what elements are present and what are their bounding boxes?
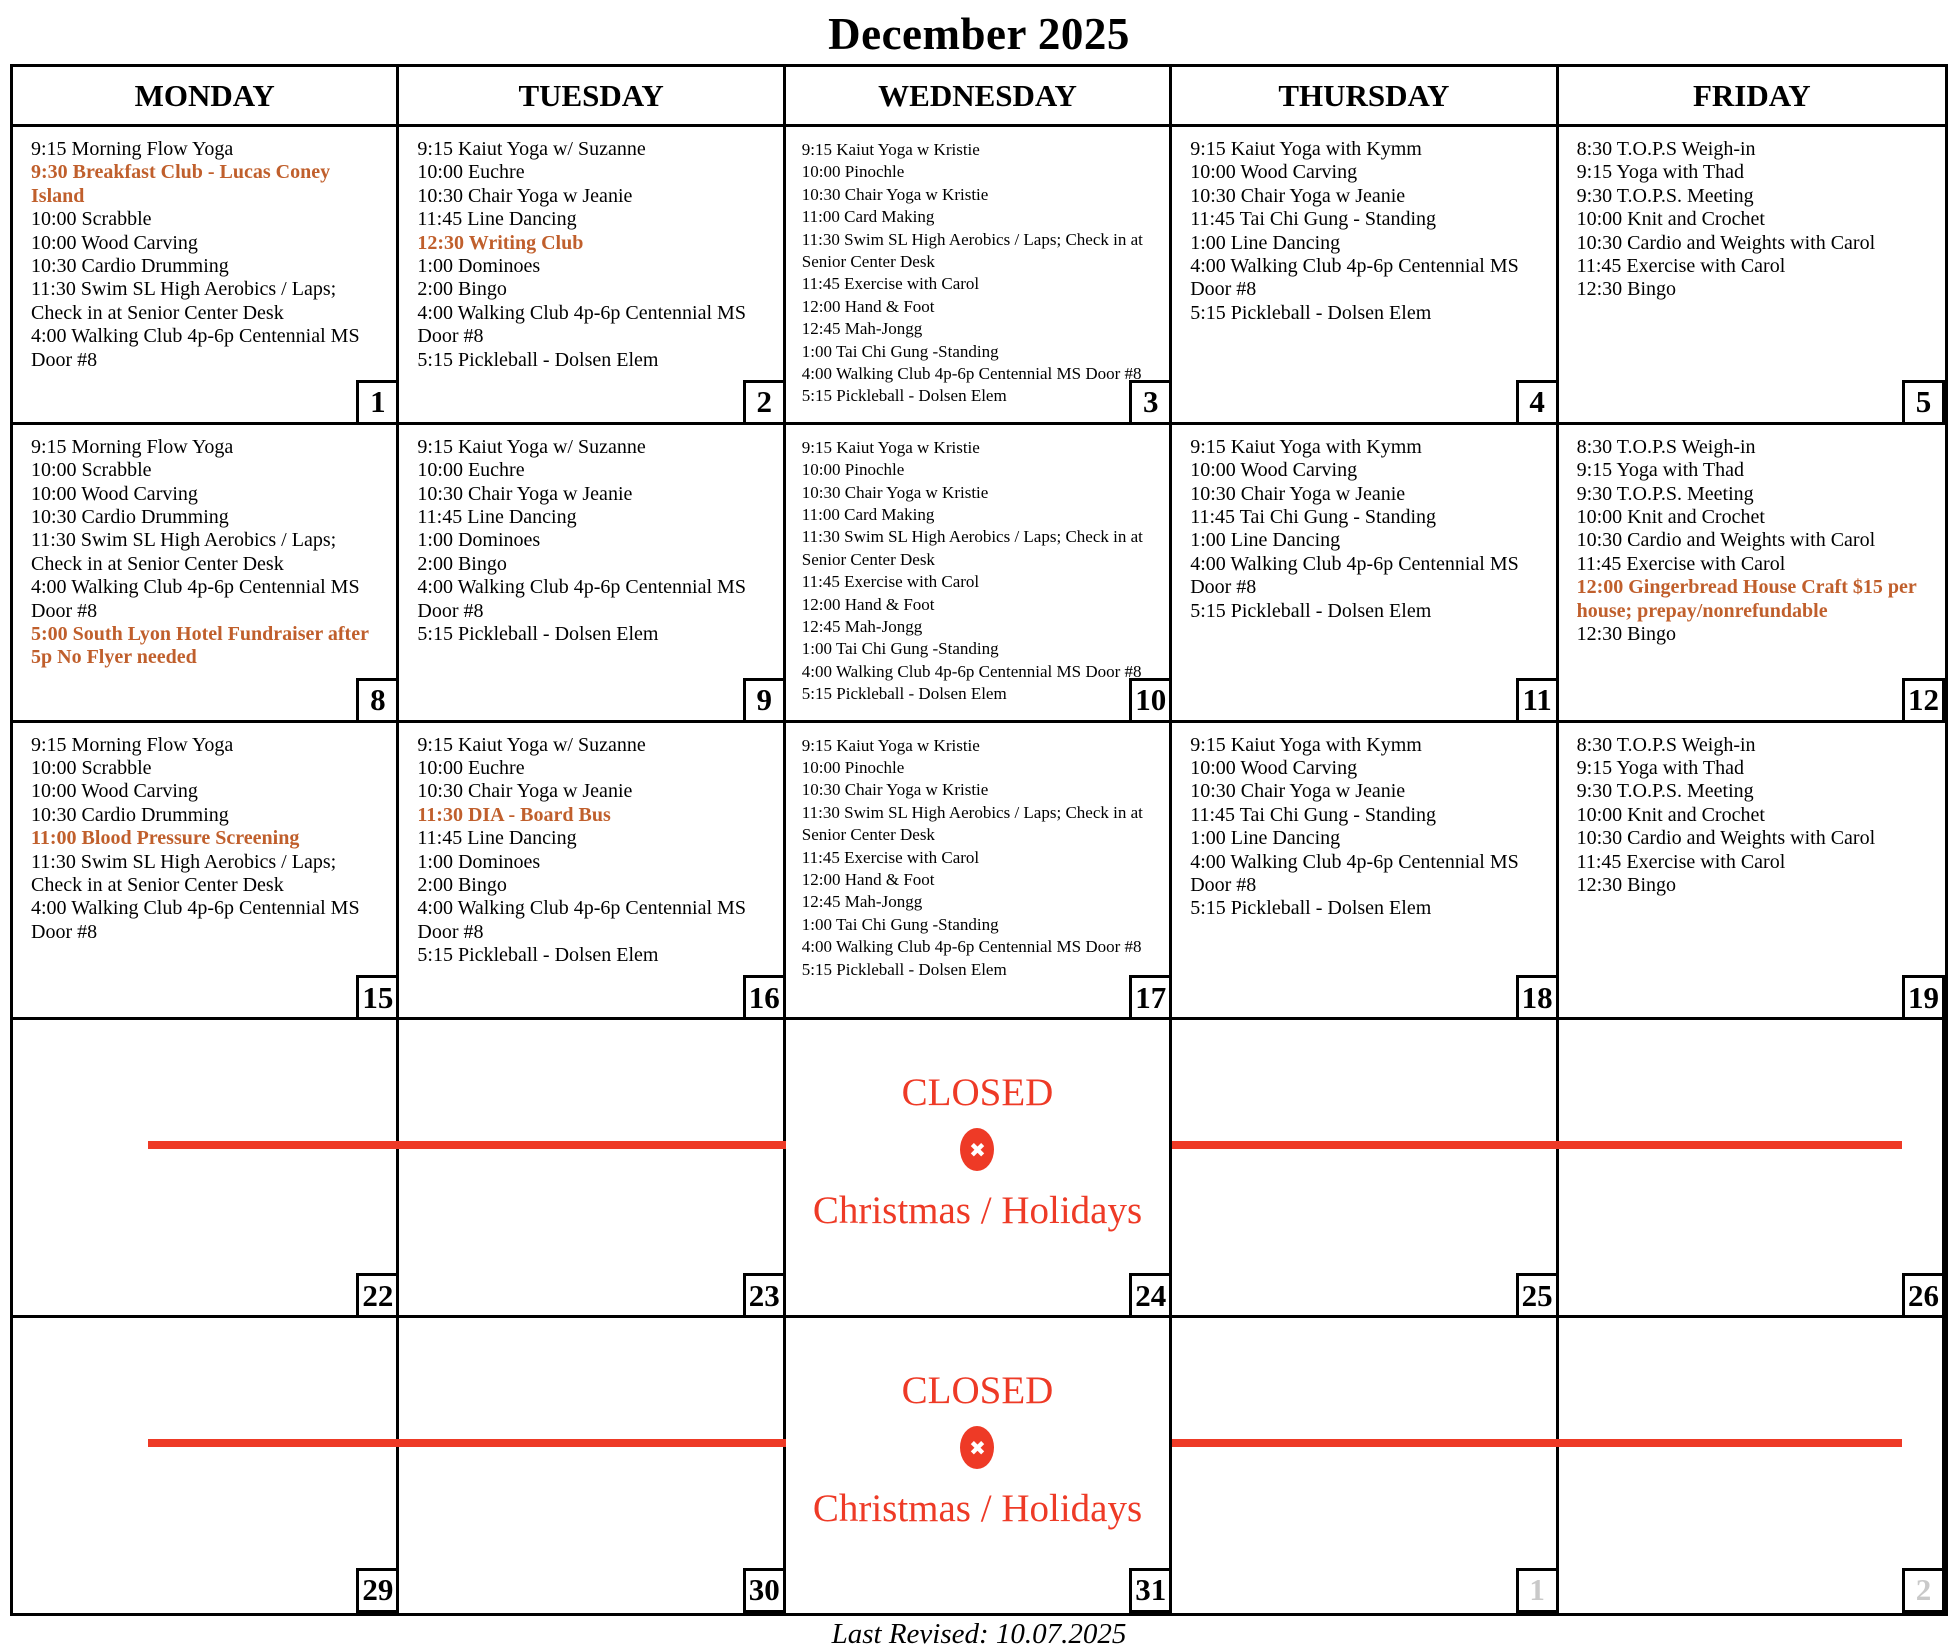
event-item: 9:15 Kaiut Yoga w Kristie: [801, 437, 980, 457]
event-item: 4:00 Walking Club 4p-6p Centennial MS Door #8: [1190, 850, 1519, 897]
event-item: 9:15 Kaiut Yoga w/ Suzanne: [417, 138, 646, 160]
event-item: 8:30 T.O.P.S Weigh-in: [1576, 733, 1756, 756]
event-item: 12:45 Mah-Jongg: [801, 319, 923, 339]
event-item: 9:15 Yoga with Thad: [1576, 161, 1745, 184]
day-cell-10: [786, 425, 1172, 720]
event-item: 11:45 Line Dancing: [417, 506, 577, 529]
weekday-header-row: [13, 67, 1945, 127]
event-item: 10:30 Chair Yoga w Jeanie: [417, 780, 633, 803]
event-item: 10:00 Scrabble: [31, 459, 152, 482]
event-list: [13, 127, 396, 372]
event-item: 9:15 Yoga with Thad: [1576, 757, 1745, 779]
event-item: 5:15 Pickleball - Dolsen Elem: [801, 959, 1007, 979]
day-number: 10: [1129, 678, 1172, 723]
event-item: 10:00 Scrabble: [31, 208, 152, 231]
event-item-highlighted: 9:30 Breakfast Club - Lucas Coney Island: [31, 161, 331, 207]
day-cell-18: [1172, 723, 1558, 1018]
event-item: 10:00 Knit and Crochet: [1576, 208, 1765, 231]
event-item: 11:45 Line Dancing: [417, 208, 577, 231]
event-item: 9:15 Kaiut Yoga with Kymm: [1190, 733, 1422, 756]
event-item: 9:15 Kaiut Yoga w Kristie: [801, 140, 980, 159]
event-item: 10:30 Chair Yoga w Jeanie: [1190, 780, 1406, 803]
event-item-highlighted: 5:00 South Lyon Hotel Fundraiser after 5p No Flyer needed: [31, 623, 369, 669]
day-cell-5: [1559, 127, 1945, 422]
week-row-3: [13, 723, 1945, 1021]
event-item: 9:15 Kaiut Yoga with Kymm: [1190, 138, 1422, 160]
event-item: 5:15 Pickleball - Dolsen Elem: [417, 944, 659, 967]
closed-banner: [786, 1318, 1169, 1613]
event-item: 1:00 Dominoes: [417, 255, 541, 278]
day-cell-12: [1559, 425, 1945, 720]
event-item: 4:00 Walking Club 4p-6p Centennial MS Door #8: [1190, 255, 1519, 301]
day-cell-2: [399, 127, 785, 422]
day-number: 15: [356, 975, 399, 1020]
day-number: 5: [1902, 380, 1945, 425]
event-list: [13, 723, 396, 945]
day-number: 19: [1902, 975, 1945, 1020]
calendar-table: [10, 64, 1948, 1616]
event-item: 4:00 Walking Club 4p-6p Centennial MS Door #8: [417, 897, 746, 943]
event-item: 10:00 Knit and Crochet: [1576, 506, 1765, 529]
event-item: 11:00 Card Making: [801, 505, 935, 525]
event-item: 11:30 Swim SL High Aerobics / Laps; Check in at Senior Center Desk: [31, 278, 337, 324]
event-list: [1172, 723, 1555, 921]
event-item: 11:45 Exercise with Carol: [801, 847, 980, 867]
event-item: 10:30 Chair Yoga w Kristie: [801, 780, 989, 800]
event-item: 10:00 Pinochle: [801, 162, 905, 182]
event-item: 11:30 Swim SL High Aerobics / Laps; Check in at Senior Center Desk: [31, 529, 337, 575]
event-item: 4:00 Walking Club 4p-6p Centennial MS Door #8: [31, 576, 360, 622]
day-cell-11: [1172, 425, 1558, 720]
weekday-header-thursday: THURSDAY: [1172, 67, 1558, 124]
day-cell-25: [1172, 1020, 1558, 1315]
day-number: 8: [356, 678, 399, 723]
day-number: 1: [1516, 1568, 1559, 1613]
event-item: 1:00 Line Dancing: [1190, 827, 1341, 850]
event-item: 1:00 Tai Chi Gung -Standing: [801, 914, 999, 934]
closed-sublabel: Christmas / Holidays: [812, 1189, 1143, 1233]
event-item: 9:15 Yoga with Thad: [1576, 459, 1745, 482]
event-item: 10:00 Wood Carving: [1190, 161, 1358, 184]
event-item: 1:00 Tai Chi Gung -Standing: [801, 341, 999, 361]
event-item: 1:00 Tai Chi Gung -Standing: [801, 639, 999, 659]
event-list: [786, 127, 1169, 408]
day-number: 24: [1129, 1273, 1172, 1318]
day-cell-30: [399, 1318, 785, 1613]
closed-strike-line-left: [148, 1141, 786, 1149]
event-list: [1172, 127, 1555, 325]
event-item: 9:15 Kaiut Yoga with Kymm: [1190, 435, 1422, 458]
event-item: 10:00 Scrabble: [31, 757, 152, 779]
event-item: 2:00 Bingo: [417, 874, 507, 897]
day-number: 3: [1129, 380, 1172, 425]
event-item: 10:00 Wood Carving: [1190, 757, 1358, 779]
event-item: 10:00 Pinochle: [801, 460, 905, 480]
event-item: 8:30 T.O.P.S Weigh-in: [1576, 435, 1756, 458]
event-item: 10:00 Euchre: [417, 459, 525, 482]
event-item: 10:30 Cardio and Weights with Carol: [1576, 529, 1876, 552]
event-list: [1559, 723, 1945, 898]
event-item: 11:30 Swim SL High Aerobics / Laps; Check in at Senior Center Desk: [801, 527, 1143, 569]
day-cell-16: [399, 723, 785, 1018]
event-item: 9:15 Morning Flow Yoga: [31, 435, 234, 458]
event-item: 11:30 Swim SL High Aerobics / Laps; Check in at Senior Center Desk: [801, 229, 1143, 272]
event-item: 10:00 Wood Carving: [1190, 459, 1358, 482]
event-item: 11:45 Exercise with Carol: [1576, 552, 1786, 575]
event-item: 11:45 Tai Chi Gung - Standing: [1190, 208, 1437, 231]
x-circle-icon: ✖: [960, 1426, 994, 1469]
event-item: 4:00 Walking Club 4p-6p Centennial MS Door #8: [1190, 552, 1519, 599]
week-row-4: [13, 1020, 1945, 1318]
event-item: 10:30 Cardio Drumming: [31, 506, 229, 529]
event-item: 5:15 Pickleball - Dolsen Elem: [1190, 897, 1432, 920]
event-item: 10:00 Pinochle: [801, 758, 905, 777]
day-cell-19: [1559, 723, 1945, 1018]
event-item: 5:15 Pickleball - Dolsen Elem: [1190, 301, 1432, 324]
event-item: 12:45 Mah-Jongg: [801, 617, 923, 637]
event-item: 9:15 Kaiut Yoga w/ Suzanne: [417, 435, 646, 458]
event-item: 10:30 Chair Yoga w Jeanie: [417, 482, 633, 505]
event-item: 5:15 Pickleball - Dolsen Elem: [1190, 599, 1432, 622]
weekday-header-tuesday: TUESDAY: [399, 67, 785, 124]
event-list: [399, 127, 782, 372]
event-item: 11:00 Card Making: [801, 207, 935, 227]
day-number: 2: [1902, 1568, 1945, 1613]
day-cell-4: [1172, 127, 1558, 422]
event-item: 10:00 Wood Carving: [31, 482, 198, 505]
event-item: 9:30 T.O.P.S. Meeting: [1576, 184, 1754, 207]
closed-strike-line-right: [1172, 1439, 1902, 1447]
event-item: 12:00 Hand & Foot: [801, 296, 935, 316]
event-list: [399, 723, 782, 968]
event-item: 11:45 Line Dancing: [417, 827, 577, 850]
x-circle-icon: ✖: [960, 1128, 994, 1171]
day-cell-1: [1172, 1318, 1558, 1613]
day-cell-31: [786, 1318, 1172, 1613]
event-item: 10:00 Wood Carving: [31, 780, 198, 803]
event-item: 12:45 Mah-Jongg: [801, 892, 923, 912]
event-item: 5:15 Pickleball - Dolsen Elem: [417, 348, 659, 371]
calendar-title: December 2025: [828, 9, 1130, 59]
event-item: 11:45 Tai Chi Gung - Standing: [1190, 803, 1437, 826]
day-number: 9: [743, 678, 786, 723]
day-number: 23: [743, 1273, 786, 1318]
closed-strike-line-left: [148, 1439, 786, 1447]
event-item: 4:00 Walking Club 4p-6p Centennial MS Door #8: [417, 301, 746, 348]
day-cell-3: [786, 127, 1172, 422]
closed-banner: [786, 1020, 1169, 1315]
day-number: 12: [1902, 678, 1945, 723]
event-item: 10:30 Chair Yoga w Kristie: [801, 482, 989, 502]
event-list: [399, 425, 782, 647]
week-row-5: [13, 1318, 1945, 1613]
weekday-header-monday: MONDAY: [13, 67, 399, 124]
event-item: 4:00 Walking Club 4p-6p Centennial MS Door #8: [417, 576, 746, 622]
event-item: 11:45 Tai Chi Gung - Standing: [1190, 506, 1437, 529]
event-item: 12:00 Hand & Foot: [801, 594, 935, 614]
event-item: 10:00 Euchre: [417, 757, 525, 779]
day-number: 18: [1516, 975, 1559, 1020]
day-cell-29: [13, 1318, 399, 1613]
weekday-header-wednesday: WEDNESDAY: [786, 67, 1172, 124]
event-item: 12:30 Bingo: [1576, 623, 1677, 646]
event-item: 1:00 Dominoes: [417, 850, 541, 873]
event-item: 1:00 Line Dancing: [1190, 529, 1341, 552]
day-cell-24: [786, 1020, 1172, 1315]
day-cell-22: [13, 1020, 399, 1315]
day-number: 22: [356, 1273, 399, 1318]
event-item: 4:00 Walking Club 4p-6p Centennial MS Door #8: [31, 325, 360, 371]
event-item-highlighted: 11:30 DIA - Board Bus: [417, 803, 611, 826]
event-list: [1172, 425, 1555, 623]
event-item: 4:00 Walking Club 4p-6p Centennial MS Door #8: [31, 897, 360, 943]
event-list: [786, 425, 1169, 706]
event-item: 10:30 Chair Yoga w Jeanie: [1190, 482, 1406, 505]
week-row-1: [13, 127, 1945, 425]
event-item: 1:00 Line Dancing: [1190, 231, 1341, 254]
day-cell-2: [1559, 1318, 1945, 1613]
day-number: 26: [1902, 1273, 1945, 1318]
event-item: 11:45 Exercise with Carol: [1576, 255, 1786, 278]
event-item: 10:00 Knit and Crochet: [1576, 803, 1765, 826]
event-item: 10:30 Cardio and Weights with Carol: [1576, 827, 1876, 850]
day-number: 4: [1516, 380, 1559, 425]
event-item: 10:30 Chair Yoga w Jeanie: [1190, 184, 1406, 207]
event-list: [1559, 425, 1945, 647]
event-item: 8:30 T.O.P.S Weigh-in: [1576, 138, 1756, 160]
day-number: 29: [356, 1568, 399, 1613]
event-item: 10:30 Chair Yoga w Kristie: [801, 184, 989, 204]
event-list: [1559, 127, 1945, 302]
day-cell-9: [399, 425, 785, 720]
day-cell-15: [13, 723, 399, 1018]
event-item: 4:00 Walking Club 4p-6p Centennial MS Door #8: [801, 937, 1142, 957]
event-item: 11:45 Exercise with Carol: [801, 274, 980, 294]
event-item: 4:00 Walking Club 4p-6p Centennial MS Door #8: [801, 661, 1142, 681]
event-item: 10:30 Cardio Drumming: [31, 255, 229, 278]
day-number: 1: [356, 380, 399, 425]
day-cell-17: [786, 723, 1172, 1018]
closed-strike-line-right: [1172, 1141, 1902, 1149]
day-cell-8: [13, 425, 399, 720]
event-item: 9:15 Kaiut Yoga w Kristie: [801, 735, 980, 755]
closed-label: CLOSED: [901, 1369, 1054, 1413]
weekday-header-friday: FRIDAY: [1692, 77, 1811, 113]
day-cell-1: [13, 127, 399, 422]
day-number: 16: [743, 975, 786, 1020]
event-item: 4:00 Walking Club 4p-6p Centennial MS Door #8: [801, 364, 1142, 384]
week-row-2: [13, 425, 1945, 723]
event-item: 10:00 Wood Carving: [31, 231, 198, 254]
event-list: [13, 425, 396, 670]
event-item: 12:00 Hand & Foot: [801, 870, 935, 890]
event-list: [786, 723, 1169, 981]
day-number: 2: [743, 380, 786, 425]
event-item-highlighted: 12:30 Writing Club: [417, 231, 584, 254]
day-number: 25: [1516, 1273, 1559, 1318]
event-item: 9:15 Morning Flow Yoga: [31, 733, 234, 756]
day-number: 30: [743, 1568, 786, 1613]
event-item: 10:30 Cardio and Weights with Carol: [1576, 231, 1876, 254]
event-item: 9:30 T.O.P.S. Meeting: [1576, 780, 1754, 803]
event-item: 9:15 Kaiut Yoga w/ Suzanne: [417, 733, 646, 756]
event-item: 11:45 Exercise with Carol: [801, 572, 980, 592]
last-revised-note: Last Revised: 10.07.2025: [831, 1618, 1127, 1650]
event-item: 2:00 Bingo: [417, 552, 507, 575]
closed-label: CLOSED: [901, 1071, 1054, 1115]
event-item: 5:15 Pickleball - Dolsen Elem: [801, 386, 1007, 406]
day-number: 31: [1129, 1568, 1172, 1613]
event-item: 12:30 Bingo: [1576, 874, 1677, 897]
event-item: 12:30 Bingo: [1576, 278, 1677, 301]
event-item: 9:30 T.O.P.S. Meeting: [1576, 482, 1754, 505]
event-item: 5:15 Pickleball - Dolsen Elem: [801, 684, 1007, 704]
event-item: 2:00 Bingo: [417, 278, 507, 301]
day-number: 11: [1516, 678, 1559, 723]
event-item: 10:30 Cardio Drumming: [31, 803, 229, 826]
event-item: 9:15 Morning Flow Yoga: [31, 138, 234, 160]
event-item: 11:45 Exercise with Carol: [1576, 850, 1786, 873]
closed-sublabel: Christmas / Holidays: [812, 1487, 1143, 1531]
event-item: 10:00 Euchre: [417, 161, 525, 184]
event-item: 5:15 Pickleball - Dolsen Elem: [417, 623, 659, 646]
event-item: 11:30 Swim SL High Aerobics / Laps; Check in at Senior Center Desk: [31, 850, 337, 897]
day-cell-23: [399, 1020, 785, 1315]
day-cell-26: [1559, 1020, 1945, 1315]
event-item: 1:00 Dominoes: [417, 529, 541, 552]
event-item: 10:30 Chair Yoga w Jeanie: [417, 184, 633, 207]
event-item: 11:30 Swim SL High Aerobics / Laps; Check in at Senior Center Desk: [801, 802, 1143, 845]
event-item-highlighted: 11:00 Blood Pressure Screening: [31, 827, 300, 850]
event-item-highlighted: 12:00 Gingerbread House Craft $15 per house; prepay/nonrefundable: [1576, 576, 1917, 622]
day-number: 17: [1129, 975, 1172, 1020]
